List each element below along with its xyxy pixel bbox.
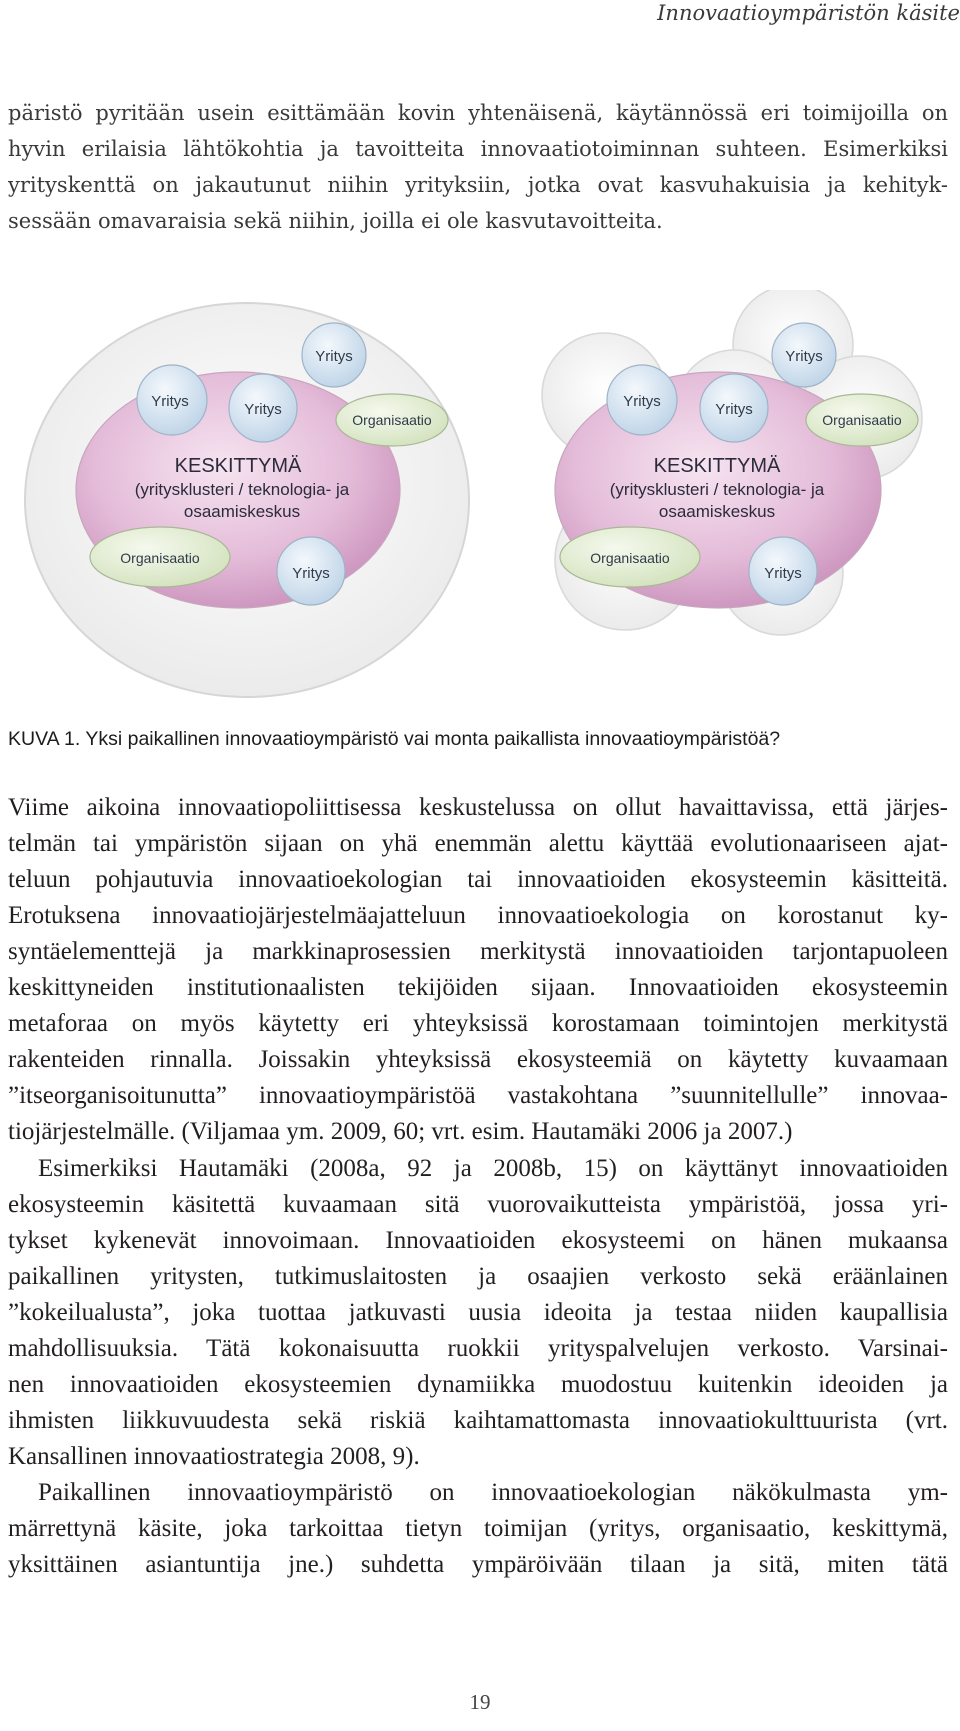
running-header: Innovaatioympäristön käsite [657,1,960,25]
text-line: Viime aikoina innovaatiopoliittisessa keskustelussa on ollut havaittavissa, että järjes- [8,794,948,821]
text-line: ihmisten liikkuvuudesta sekä riskiä kaihtamattomasta innovaatiokulttuurista (vrt. [8,1406,948,1434]
text-line: Esimerkiksi Hautamäki (2008a, 92 ja 2008b, 15) on käyttänyt innovaatioiden [38,1154,948,1182]
text-line: paikallinen yritysten, tutkimuslaitosten ja osaajien verkosto sekä eräänlainen [8,1262,948,1290]
hub-title: KESKITTYMÄ [174,455,302,477]
body-text [8,790,948,1583]
company-label: Yritys [292,565,330,582]
text-line: Kansallinen innovaatiostrategia 2008, 9). [8,1442,420,1470]
text-line: Erotuksena innovaatiojärjestelmäajatteluun innovaatioekologia on korostanut ky- [8,902,948,929]
text-line: hyvin erilaisia lähtökohtia ja tavoitteita innovaatiotoiminnan suhteen. Esimerkiksi [8,137,948,161]
organisation-label: Organisaatio [120,550,200,566]
text-line: sessään omavaraisia sekä niihin, joilla ei ole kasvutavoitteita. [8,209,663,233]
text-line: keskittyneiden institutionaalisten tekijöiden sijaan. Innovaatioiden ekosysteemin [8,974,948,1001]
company-label: Yritys [315,348,353,365]
text-line: mahdollisuuksia. Tätä kokonaisuutta ruokkii yrityspalvelujen verkosto. Varsinai- [8,1334,948,1362]
hub-subtitle: (yritysklusteri / teknologia- ja [609,480,825,499]
organisation-label: Organisaatio [822,412,902,428]
caption-text: Yksi paikallinen innovaatioympäristö vai monta paikallista innovaatioympäristöä? [85,728,781,750]
company-label: Yritys [623,393,661,410]
text-line: ekosysteemin käsitettä kuvaamaan sitä vuorovaikutteista ympäristöä, jossa yri- [8,1190,948,1218]
company-label: Yritys [151,393,189,410]
text-line: nen innovaatioiden ekosysteemien dynamiikka muodostuu kuitenkin ideoiden ja [8,1370,948,1398]
company-label: Yritys [715,401,753,418]
intro-paragraph [8,95,948,240]
text-line: ”itseorganisoitunutta” innovaatioympäristöä vastakohtana ”suunnitellulle” innovaa- [8,1082,948,1109]
hub-subtitle: osaamiskeskus [183,502,301,521]
text-line: metaforaa on myös käytetty eri yhteyksissä korostamaan toimintojen merkitystä [8,1010,948,1037]
text-line: ”kokeilualusta”, joka tuottaa jatkuvasti uusia ideoita ja testaa niiden kaupallisia [8,1298,948,1326]
text-line: teluun pohjautuvia innovaatioekologian tai innovaatioiden ekosysteemin käsitteitä. [8,866,948,893]
hub-subtitle: (yritysklusteri / teknologia- ja [134,480,350,499]
company-label: Yritys [244,401,282,418]
hub-title: KESKITTYMÄ [653,455,781,477]
text-line: märrettynä käsite, joka tarkoittaa tietyn toimijan (yritys, organisaatio, keskittymä, [8,1515,948,1542]
company-label: Yritys [764,565,802,582]
text-line: yrityskenttä on jakautunut niihin yrityksiin, jotka ovat kasvuhakuisia ja kehityk- [8,173,948,197]
text-line: rakenteiden rinnalla. Joissakin yhteyksissä ekosysteemiä on käytetty kuvaamaan [8,1046,948,1073]
text-line: tiojärjestelmälle. (Viljamaa ym. 2009, 60; vrt. esim. Hautamäki 2006 ja 2007.) [8,1118,793,1145]
text-line: päristö pyritään usein esittämään kovin yhtenäisenä, käytännössä eri toimijoilla on [8,101,948,125]
page-number: 19 [469,1690,491,1714]
hub-subtitle: osaamiskeskus [658,502,776,521]
organisation-label: Organisaatio [352,412,432,428]
diagram [0,290,960,700]
company-label: Yritys [785,348,823,365]
caption-label: KUVA 1. [8,728,81,750]
figure-innovation-environments [0,290,960,700]
text-line: telmän tai ympäristön sijaan on yhä enemmän alettu käyttää evolutionaariseen ajat- [8,830,948,857]
figure-caption [8,728,958,751]
text-line: tykset kykenevät innovoimaan. Innovaatioiden ekosysteemi on hänen mukaansa [8,1226,948,1254]
organisation-label: Organisaatio [590,550,670,566]
text-line: syntäelementtejä ja markkinaprosessien merkitystä innovaatioiden tarjontapuoleen [8,938,948,965]
text-line: yksittäinen asiantuntija jne.) suhdetta ympäröivään tilaan ja sitä, miten tätä [8,1551,948,1578]
text-line: Paikallinen innovaatioympäristö on innovaatioekologian näkökulmasta ym- [38,1479,948,1506]
